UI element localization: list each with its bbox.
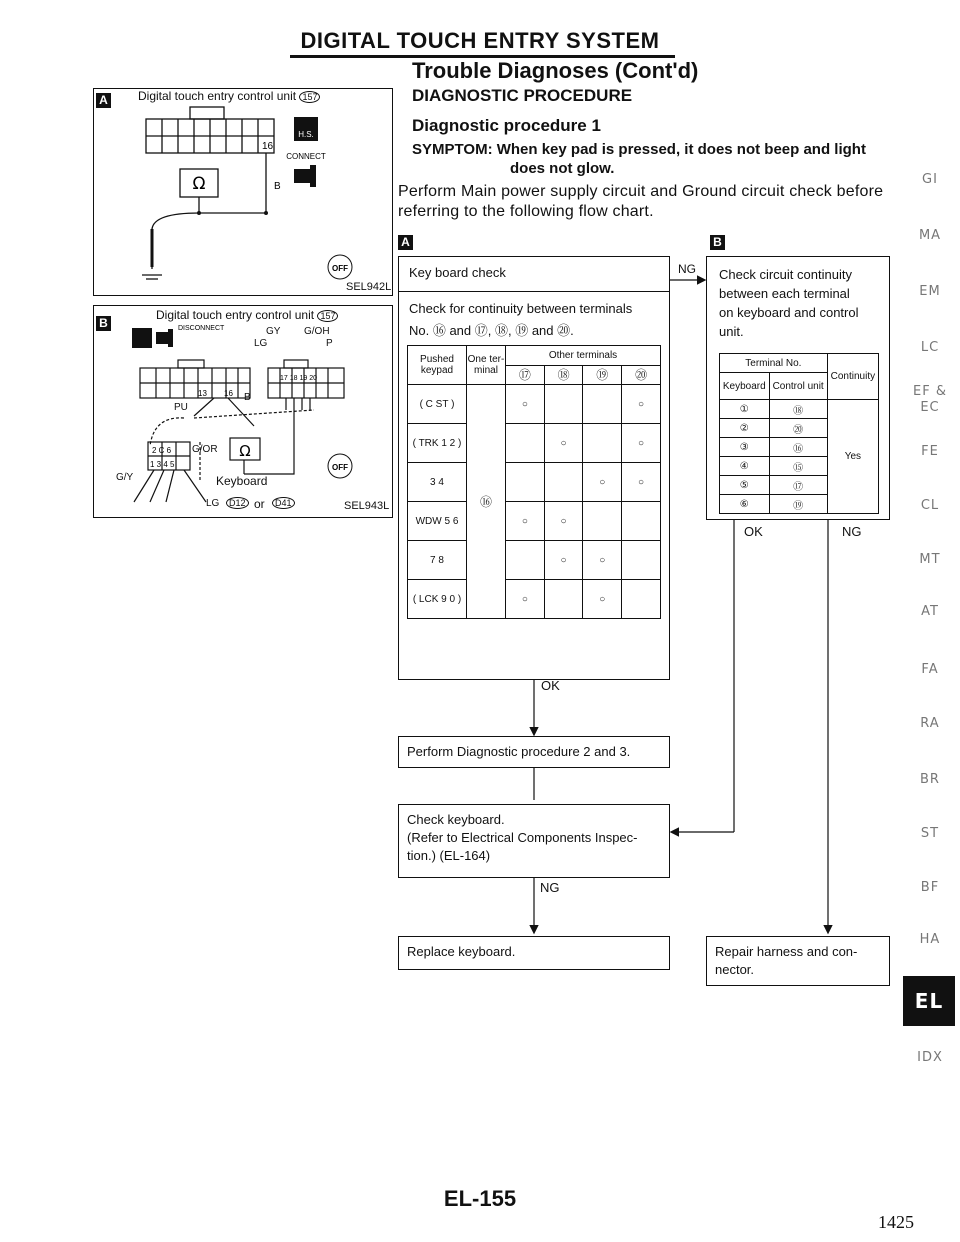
page-title: Trouble Diagnoses (Cont'd) xyxy=(412,58,699,83)
symptom xyxy=(412,140,902,178)
intro-paragraph: Perform Main power supply circuit and Ground circuit check before referring to the following flow chart. xyxy=(398,183,884,220)
mark xyxy=(506,463,545,502)
key-row-0: ( C ST ) xyxy=(408,385,467,424)
sidenav-ra[interactable]: RA xyxy=(920,716,940,731)
perform-procedure-box xyxy=(398,736,670,768)
svg-text:OFF: OFF xyxy=(332,264,348,273)
tn-cu: ⑯ xyxy=(769,438,827,457)
sidenav-mt[interactable]: MT xyxy=(919,552,941,567)
check-keyboard-line1: Check keyboard. xyxy=(407,812,505,827)
label-gy2: G/Y xyxy=(116,472,134,483)
mark: ○ xyxy=(544,502,583,541)
mark xyxy=(544,463,583,502)
check-continuity-text: Check for continuity between terminals xyxy=(409,301,633,316)
check-circuit-line1: Check circuit continuity xyxy=(719,267,852,282)
terminal-table xyxy=(719,353,879,514)
replace-keyboard-text: Replace keyboard. xyxy=(407,944,516,959)
diagram-b xyxy=(93,305,393,518)
flow-tag-b: B xyxy=(710,235,725,250)
ng-label-3: NG xyxy=(842,524,862,539)
key-row-4: 7 8 xyxy=(408,541,467,580)
diagram-a-drawing xyxy=(94,89,390,293)
h-pushed: Pushed keypad xyxy=(408,346,467,385)
svg-text:Ω: Ω xyxy=(192,174,206,194)
col-18: ⑱ xyxy=(544,365,583,385)
svg-text:2 C 6: 2 C 6 xyxy=(152,446,172,455)
check-keyboard-line3: tion.) (EL-164) xyxy=(407,848,491,863)
symptom-line1: SYMPTOM: When key pad is pressed, it does not beep and light xyxy=(412,141,866,158)
check-circuit-box xyxy=(706,256,890,520)
mark: ○ xyxy=(622,385,661,424)
connector-ref: 157 xyxy=(299,91,320,103)
tn-kb: ④ xyxy=(720,457,770,476)
mark xyxy=(506,541,545,580)
repair-line1: Repair harness and con- xyxy=(715,944,858,959)
col-17: ⑰ xyxy=(506,365,545,385)
sel-code-a: SEL942L xyxy=(346,281,392,293)
section-title: DIGITAL TOUCH ENTRY SYSTEM xyxy=(300,28,660,53)
svg-text:16: 16 xyxy=(224,389,233,398)
flow-tag-a: A xyxy=(398,235,413,250)
tn-kb: ⑤ xyxy=(720,476,770,495)
svg-text:CONNECT: CONNECT xyxy=(286,152,326,161)
check-keyboard-box xyxy=(398,804,670,878)
repair-box xyxy=(706,936,890,986)
mark: ○ xyxy=(583,580,622,619)
sidenav-at[interactable]: AT xyxy=(921,604,939,619)
replace-keyboard-box xyxy=(398,936,670,970)
tn-kb: ① xyxy=(720,400,770,419)
mark: ○ xyxy=(544,541,583,580)
perform-procedure-text: Perform Diagnostic procedure 2 and 3. xyxy=(407,744,631,759)
mark xyxy=(506,424,545,463)
check-circuit-line4: unit. xyxy=(719,324,744,339)
diagram-a-title-text: Digital touch entry control unit xyxy=(138,89,297,103)
mark xyxy=(622,541,661,580)
sidenav-ha[interactable]: HA xyxy=(919,932,941,947)
key-board-check-label: Key board check xyxy=(409,265,506,280)
keyboard-check-box xyxy=(398,256,670,680)
mark xyxy=(583,502,622,541)
col-19: ⑲ xyxy=(583,365,622,385)
mark: ○ xyxy=(506,385,545,424)
h-keyboard: Keyboard xyxy=(720,373,770,400)
svg-text:H.S.: H.S. xyxy=(298,130,314,139)
diagram-a xyxy=(93,88,393,296)
label-lg: LG xyxy=(254,338,268,349)
col-20: ⑳ xyxy=(622,365,661,385)
key-row-5: ( LCK 9 0 ) xyxy=(408,580,467,619)
sidenav-el[interactable]: EL xyxy=(903,976,955,1026)
mark xyxy=(544,580,583,619)
pin-16: 16 xyxy=(262,141,274,152)
check-circuit-text xyxy=(719,265,858,341)
mark: ○ xyxy=(583,463,622,502)
ok-label-1: OK xyxy=(541,678,560,693)
tn-cu: ⑲ xyxy=(769,495,827,514)
mark: ○ xyxy=(506,502,545,541)
key-row-2: 3 4 xyxy=(408,463,467,502)
mark xyxy=(622,502,661,541)
svg-text:1 3 4 5: 1 3 4 5 xyxy=(150,460,175,469)
mark: ○ xyxy=(506,580,545,619)
sidenav-br[interactable]: BR xyxy=(920,772,940,787)
sidenav-fa[interactable]: FA xyxy=(921,662,939,677)
h-control: Control unit xyxy=(769,373,827,400)
ok-label-2: OK xyxy=(744,524,763,539)
diagram-b-title-text: Digital touch entry control unit xyxy=(156,308,315,322)
tn-cu: ⑰ xyxy=(769,476,827,495)
sidenav-bf[interactable]: BF xyxy=(920,880,940,895)
procedure-heading: DIAGNOSTIC PROCEDURE xyxy=(412,86,633,105)
sidenav-lc[interactable]: LC xyxy=(920,340,940,355)
label-c1: D12 xyxy=(226,497,249,509)
svg-text:Ω: Ω xyxy=(239,442,251,460)
symptom-line2: does not glow. xyxy=(510,160,615,177)
sidenav-em[interactable]: EM xyxy=(919,284,941,299)
svg-text:17 18 19 20: 17 18 19 20 xyxy=(280,375,317,382)
tn-kb: ③ xyxy=(720,438,770,457)
sidenav-cl[interactable]: CL xyxy=(920,498,940,513)
terminals-line: No. ⑯ and ⑰, ⑱, ⑲ and ⑳. xyxy=(409,323,574,338)
tn-kb: ② xyxy=(720,419,770,438)
one-terminal: ⑯ xyxy=(467,385,506,619)
sidenav-ef-ec[interactable]: EF & EC xyxy=(913,384,947,415)
svg-text:DISCONNECT: DISCONNECT xyxy=(178,325,225,332)
sidenav-gi[interactable]: GI xyxy=(922,172,938,187)
sel-code-b: SEL943L xyxy=(344,500,390,512)
check-circuit-line3: on keyboard and control xyxy=(719,305,859,320)
mark xyxy=(544,385,583,424)
ng-label-2: NG xyxy=(540,880,560,895)
connector-ref-b: 157 xyxy=(317,310,338,322)
continuity-yes: Yes xyxy=(827,400,878,514)
mark: ○ xyxy=(622,424,661,463)
key-row-3: WDW 5 6 xyxy=(408,502,467,541)
mark: ○ xyxy=(583,541,622,580)
repair-line2: nector. xyxy=(715,962,755,977)
sidenav-ma[interactable]: MA xyxy=(918,228,942,243)
mark xyxy=(583,424,622,463)
label-pu: PU xyxy=(174,402,188,413)
svg-text:B: B xyxy=(274,181,281,192)
tn-cu: ⑱ xyxy=(769,400,827,419)
label-c2: D41 xyxy=(272,497,295,509)
mark: ○ xyxy=(622,463,661,502)
mark xyxy=(622,580,661,619)
h-other: Other terminals xyxy=(506,346,661,366)
mark xyxy=(583,385,622,424)
sidenav-fe[interactable]: FE xyxy=(921,444,939,459)
label-gy: GY xyxy=(266,326,281,337)
h-terminal: Terminal No. xyxy=(720,354,828,373)
label-keyboard: Keyboard xyxy=(216,474,268,488)
tag-b: B xyxy=(96,316,111,331)
tn-cu: ⑳ xyxy=(769,419,827,438)
label-or: or xyxy=(254,497,265,511)
sub-heading: Diagnostic procedure 1 xyxy=(412,116,601,135)
tag-a: A xyxy=(96,93,111,108)
tn-cu: ⑮ xyxy=(769,457,827,476)
tn-kb: ⑥ xyxy=(720,495,770,514)
label-b: B xyxy=(244,392,251,403)
mark: ○ xyxy=(544,424,583,463)
label-goh: G/OH xyxy=(304,326,330,337)
label-gor: G/OR xyxy=(192,444,218,455)
keypad-table xyxy=(407,345,661,619)
ng-label-1: NG xyxy=(678,262,696,276)
svg-text:OFF: OFF xyxy=(332,463,348,472)
page-number: 1425 xyxy=(878,1212,914,1232)
h-one: One ter- minal xyxy=(467,346,506,385)
key-row-1: ( TRK 1 2 ) xyxy=(408,424,467,463)
divider xyxy=(399,291,669,292)
h-continuity: Continuity xyxy=(827,354,878,400)
page-code: EL-155 xyxy=(443,1186,517,1211)
label-p: P xyxy=(326,338,333,349)
check-keyboard-line2: (Refer to Electrical Components Inspec- xyxy=(407,830,638,845)
check-circuit-line2: between each terminal xyxy=(719,286,850,301)
sidenav-st[interactable]: ST xyxy=(920,826,940,841)
label-lg2: LG xyxy=(206,498,220,509)
sidenav-idx[interactable]: IDX xyxy=(917,1050,943,1065)
svg-text:13: 13 xyxy=(198,389,207,398)
